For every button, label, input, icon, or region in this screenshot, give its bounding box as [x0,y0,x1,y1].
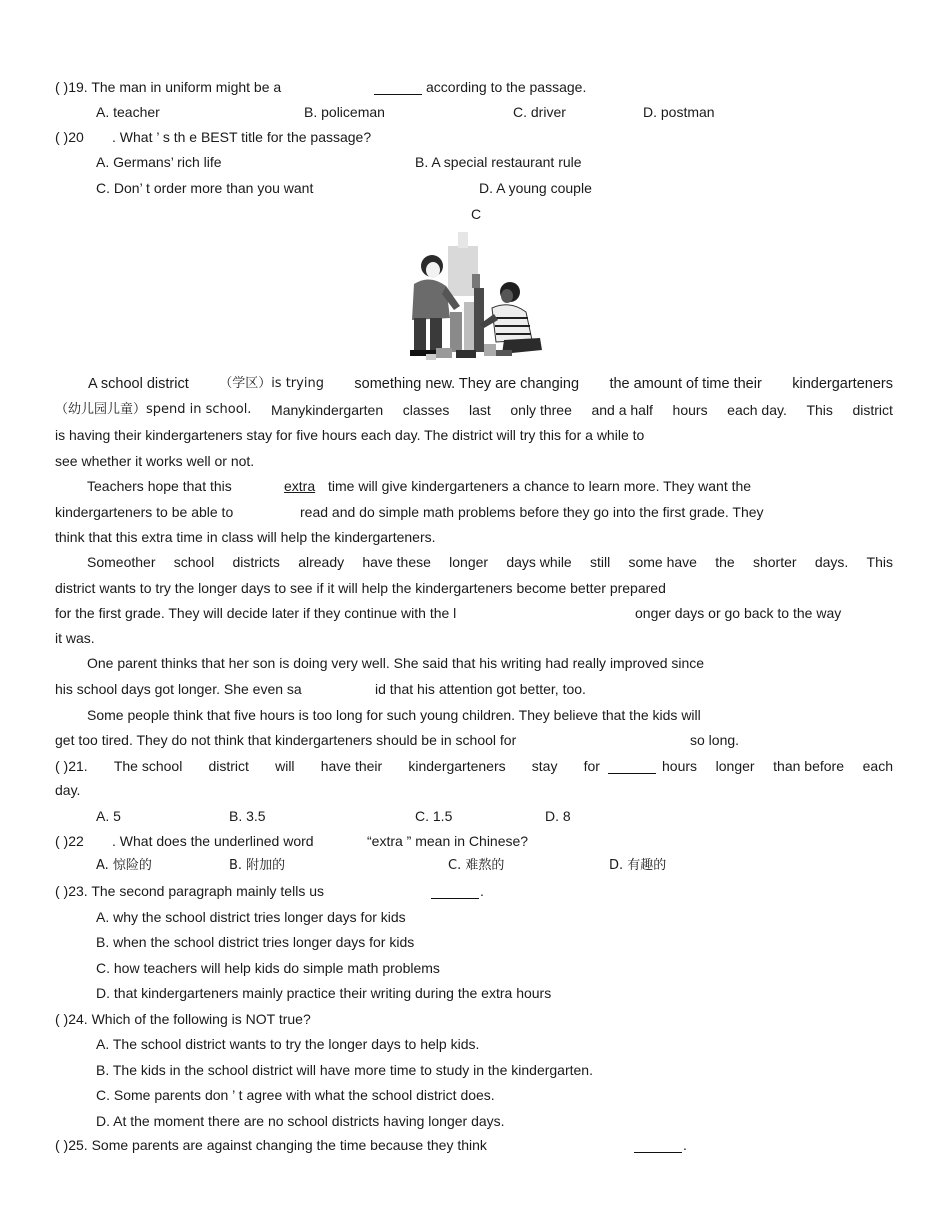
q20-option-b: B. A special restaurant rule [415,154,582,170]
passage-p2-line1-b: time will give kindergarteners a chance to learn more. They want the [328,478,752,494]
passage-p1-line3: is having their kindergarteners stay for five hours each day. The district will try this for a while to [55,427,645,443]
q22-option-a: A. 惊险的 [96,858,152,873]
passage-p1-line4: see whether it works well or not. [55,453,255,469]
q20-option-c: C. Don’ t order more than you want [96,180,314,196]
q22-option-c: C. 难熬的 [448,858,505,873]
q24-option-c: C. Some parents don ’ t agree with what the school district does. [96,1087,495,1103]
q23-option-b: B. when the school district tries longer days for kids [96,934,415,950]
q21-option-c: C. 1.5 [415,808,453,824]
q21-stem: ( )21. The school district will have their kindergarteners stay for [55,758,600,774]
q20-stem: . What ’ s th e BEST title for the passage? [112,129,372,145]
passage-p4-line1: One parent thinks that her son is doing very well. She said that his writing had really improved since [87,655,705,671]
q22-stem: . What does the underlined word [112,833,314,849]
passage-p5-line2-b: so long. [690,732,740,748]
q22-option-d: D. 有趣的 [609,858,667,873]
passage-p3-line4: it was. [55,630,95,646]
q21-answer-blank[interactable] [608,759,656,774]
q25-period: . [683,1137,687,1153]
q24-option-b: B. The kids in the school district will have more time to study in the kindergarten. [96,1062,593,1078]
q23-stem: ( )23. The second paragraph mainly tells us [55,883,324,899]
q21-stem-cont: day. [55,782,81,798]
q23-answer-blank[interactable] [431,884,479,899]
q25-answer-blank[interactable] [634,1138,682,1153]
q24-stem: ( )24. Which of the following is NOT true? [55,1011,311,1027]
q24-option-a: A. The school district wants to try the longer days to help kids. [96,1036,480,1052]
q23-option-c: C. how teachers will help kids do simple math problems [96,960,440,976]
q20-option-a: A. Germans’ rich life [96,154,222,170]
q22-stem-quote: “extra ” mean in Chinese? [367,833,529,849]
passage-p3-line3-b: onger days or go back to the way [635,605,842,621]
q22-option-b: B. 附加的 [229,858,286,873]
q24-option-d: D. At the moment there are no school districts having longer days. [96,1113,505,1129]
q19-answer-blank[interactable] [374,80,422,95]
passage-p4-line2-a: his school days got longer. She even sa [55,681,302,697]
q19-option-a: A. teacher [96,104,160,120]
passage-p3-line3-a: for the first grade. They will decide later if they continue with the l [55,605,457,621]
passage-p3-line1: Someother school districts already have these longer days while still some have the shorter days. This [87,554,893,570]
passage-p3-line2: district wants to try the longer days to see if it will help the kindergarteners become better prepared [55,580,666,596]
q23-option-a: A. why the school district tries longer days for kids [96,909,406,925]
q21-stem-tail: hours longer than before each [662,758,893,774]
q20-option-d: D. A young couple [479,180,592,196]
passage-p1-line2: （幼儿园儿童）spend in school. Manykindergarten classes last only three and a half hours each day. This district [55,402,893,418]
passage-p2-line3: think that this extra time in class will help the kindergarteners. [55,529,436,545]
passage-p2-line2-a: kindergarteners to be able to [55,504,234,520]
q21-option-a: A. 5 [96,808,121,824]
q19-stem-tail: according to the passage. [426,79,587,95]
passage-p2-line1-a: Teachers hope that this [87,478,232,494]
passage-p4-line2-b: id that his attention got better, too. [375,681,586,697]
kids-playing-blocks-illustration [400,226,550,366]
q21-option-d: D. 8 [545,808,571,824]
q25-stem: ( )25. Some parents are against changing the time because they think [55,1137,487,1153]
q19-stem: ( )19. The man in uniform might be a [55,79,282,95]
q22-number: ( )22 [55,833,84,849]
q20-number: ( )20 [55,129,84,145]
q23-period: . [480,883,484,899]
underlined-word-extra: extra [284,478,316,494]
q21-option-b: B. 3.5 [229,808,266,824]
passage-p1-line1: A school district （学区）is trying something new. They are changing the amount of time their kindergarteners [88,376,893,392]
q19-option-c: C. driver [513,104,566,120]
q19-option-b: B. policeman [304,104,385,120]
q19-option-d: D. postman [643,104,715,120]
passage-p5-line2-a: get too tired. They do not think that kindergarteners should be in school for [55,732,517,748]
q23-option-d: D. that kindergarteners mainly practice their writing during the extra hours [96,985,552,1001]
section-letter: C [471,206,482,222]
passage-p5-line1: Some people think that five hours is too long for such young children. They believe that the kids will [87,707,701,723]
passage-p2-line2-b: read and do simple math problems before they go into the first grade. They [300,504,764,520]
